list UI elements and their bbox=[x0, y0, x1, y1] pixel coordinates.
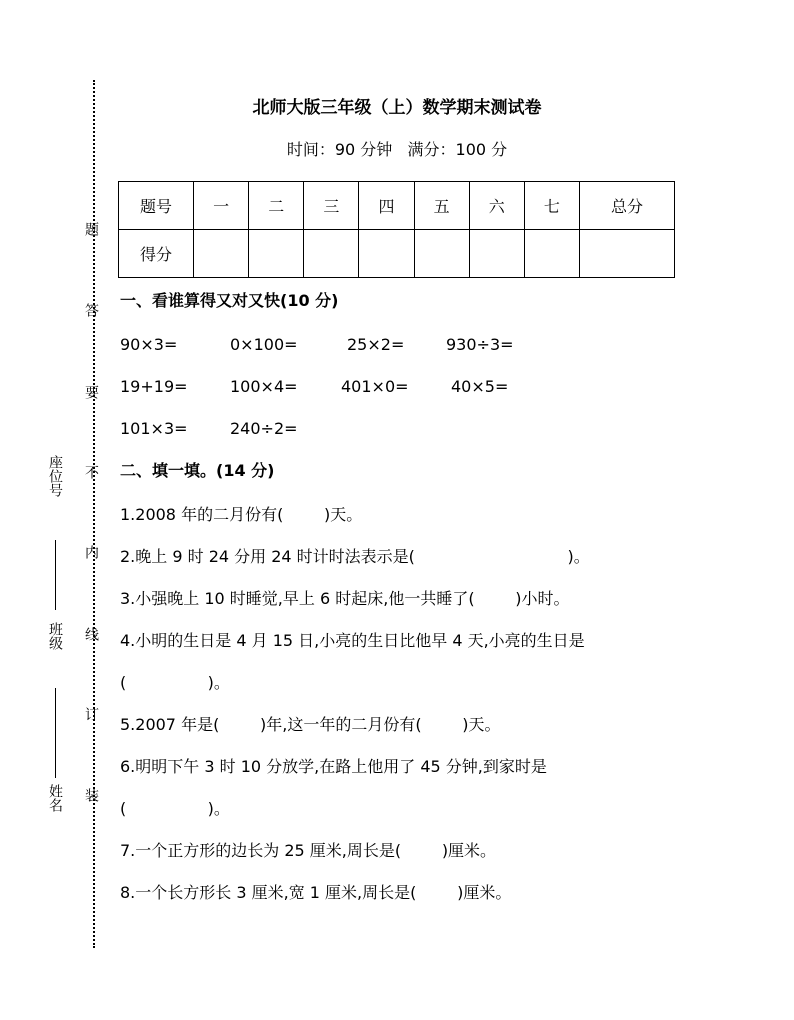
score-table-header-row bbox=[119, 182, 675, 230]
calc-row bbox=[120, 332, 760, 374]
calc-item: 40×5= bbox=[451, 377, 509, 396]
class-underline bbox=[55, 540, 56, 610]
seal-char: 线 bbox=[83, 627, 99, 641]
calc-item: 0×100= bbox=[230, 335, 298, 354]
score-cell[interactable] bbox=[469, 230, 524, 278]
calc-row bbox=[120, 416, 760, 458]
question-item: 6.明明下午 3 时 10 分放学,在路上他用了 45 分钟,到家时是 bbox=[120, 757, 547, 776]
calc-item: 930÷3= bbox=[446, 335, 514, 354]
column-header: 四 bbox=[359, 182, 414, 230]
name-label: 姓名 bbox=[47, 784, 63, 812]
calc-item: 240÷2= bbox=[230, 419, 298, 438]
calc-row bbox=[120, 374, 760, 416]
score-label: 得分 bbox=[119, 230, 194, 278]
question-item: 3.小强晚上 10 时睡觉,早上 6 时起床,他一共睡了( )小时。 bbox=[120, 589, 570, 608]
score-cell[interactable] bbox=[414, 230, 469, 278]
name-underline bbox=[55, 688, 56, 778]
column-header: 二 bbox=[249, 182, 304, 230]
column-header: 三 bbox=[304, 182, 359, 230]
class-label: 班级 bbox=[47, 622, 63, 650]
seal-char: 要 bbox=[83, 385, 99, 399]
seat-number-label: 座位号 bbox=[47, 455, 63, 497]
question-item: 2.晚上 9 时 24 分用 24 时计时法表示是( )。 bbox=[120, 547, 590, 566]
page-title: 北师大版三年级（上）数学期末测试卷 bbox=[252, 98, 542, 118]
exam-info: 时间：90 分钟 满分：100 分 bbox=[286, 140, 508, 159]
score-cell[interactable] bbox=[359, 230, 414, 278]
question-item: 8.一个长方形长 3 厘米,宽 1 厘米,周长是( )厘米。 bbox=[120, 883, 512, 902]
seal-char: 订 bbox=[83, 707, 99, 721]
question-item: 7.一个正方形的边长为 25 厘米,周长是( )厘米。 bbox=[120, 841, 497, 860]
column-header: 一 bbox=[194, 182, 249, 230]
question-item-continuation: ( )。 bbox=[120, 799, 230, 818]
calc-item: 90×3= bbox=[120, 335, 178, 354]
column-header: 七 bbox=[524, 182, 579, 230]
seal-char: 答 bbox=[83, 303, 99, 317]
question-item-continuation: ( )。 bbox=[120, 673, 230, 692]
column-header: 五 bbox=[414, 182, 469, 230]
exam-content bbox=[120, 288, 760, 922]
question-number-label: 题号 bbox=[119, 182, 194, 230]
score-cell[interactable] bbox=[524, 230, 579, 278]
seal-char: 内 bbox=[83, 545, 99, 559]
question-item: 1.2008 年的二月份有( )天。 bbox=[120, 505, 363, 524]
question-item: 4.小明的生日是 4 月 15 日,小亮的生日比他早 4 天,小亮的生日是 bbox=[120, 631, 585, 650]
seal-char: 不 bbox=[83, 465, 99, 479]
total-score-cell[interactable] bbox=[580, 230, 675, 278]
seal-char: 题 bbox=[83, 222, 99, 236]
calc-item: 401×0= bbox=[341, 377, 409, 396]
calc-item: 25×2= bbox=[347, 335, 405, 354]
section-2-title: 二、填一填。(14 分) bbox=[120, 461, 275, 480]
score-cell[interactable] bbox=[304, 230, 359, 278]
score-cell[interactable] bbox=[249, 230, 304, 278]
calc-item: 19+19= bbox=[120, 377, 188, 396]
column-header: 六 bbox=[469, 182, 524, 230]
section-1-title: 一、看谁算得又对又快(10 分) bbox=[120, 291, 339, 310]
calc-item: 101×3= bbox=[120, 419, 188, 438]
score-table bbox=[118, 181, 675, 278]
question-item: 5.2007 年是( )年,这一年的二月份有( )天。 bbox=[120, 715, 501, 734]
calc-item: 100×4= bbox=[230, 377, 298, 396]
seal-char: 装 bbox=[83, 788, 99, 802]
binding-dotted-line bbox=[93, 80, 95, 948]
score-cell[interactable] bbox=[194, 230, 249, 278]
score-table-score-row bbox=[119, 230, 675, 278]
total-label: 总分 bbox=[580, 182, 675, 230]
